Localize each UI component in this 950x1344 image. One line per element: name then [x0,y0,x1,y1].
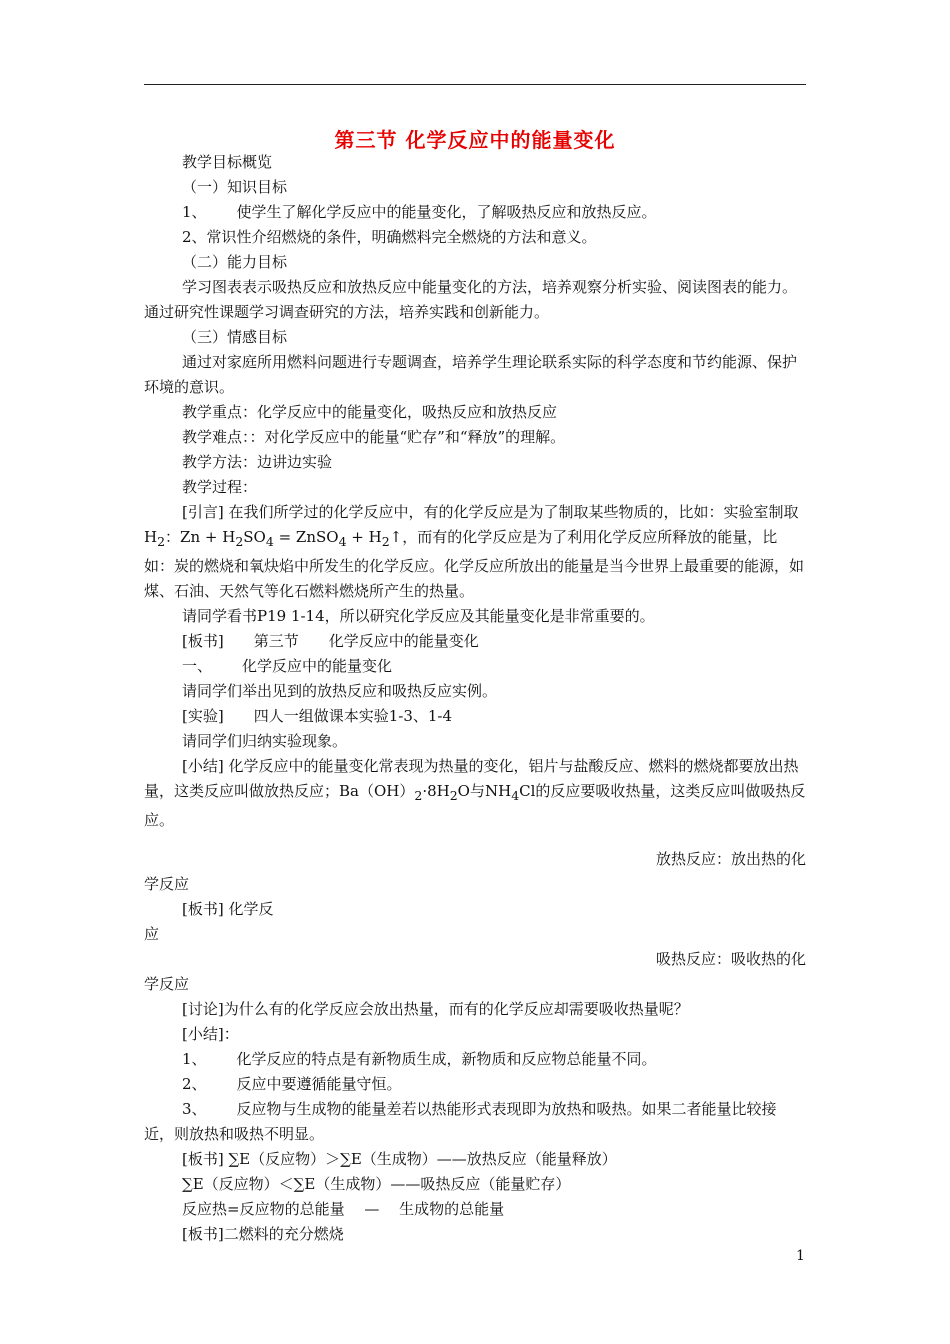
text-line: 反应热=反应物的总能量 — 生成物的总能量 [182,1200,505,1218]
text-line: 教学方法：边讲边实验 [182,453,333,471]
text-line: 请同学们举出见到的放热反应和吸热反应实例。 [182,682,498,700]
header-rule [144,84,806,85]
document-body [144,150,806,1247]
text-line: 教学重点：化学反应中的能量变化，吸热反应和放热反应 [182,403,558,421]
text-line: [板书]二燃料的充分燃烧 [182,1225,344,1243]
text-line: 2、常识性介绍燃烧的条件，明确燃料完全燃烧的方法和意义。 [182,228,597,246]
text-line: ∑E（反应物）＜∑E（生成物）——吸热反应（能量贮存） [182,1175,571,1193]
text-line: [板书] 化学反 [182,900,274,918]
page-title: 第三节 化学反应中的能量变化 [334,128,616,152]
text-line: 学反应 [144,975,190,993]
text-line: （一）知识目标 [182,178,288,196]
text-line: [实验] 四人一组做课本实验1-3、1-4 [182,707,453,725]
text-line: （二）能力目标 [182,253,288,271]
text-line: 一、 化学反应中的能量变化 [182,657,393,675]
text-line: 学反应 [144,875,190,893]
text-line: [讨论]为什么有的化学反应会放出热量，而有的化学反应却需要吸收热量呢？ [182,1000,689,1018]
text-line: 应 [144,925,160,943]
paragraph: [引言] 在我们所学过的化学反应中，有的化学反应是为了制取某些物质的，比如：实验室制取$H_2$：$Zn + H_2SO_4$ = ZnSO$_4$ + $H_2↑$，而有的化学反应是为了利用化学反应所释放的能量，比如：炭的燃烧和氧炔焰中所发生的化学反应。化学反应所放出的能量是当今世界上最重要的能源，如煤、石油、天然气等化石燃料燃烧所产生的热量。 [144,503,805,600]
paragraph: 通过对家庭所用燃料问题进行专题调查，培养学生理论联系实际的科学态度和节约能源、保护环境的意识。 [144,353,798,396]
numbered-item: 3、 反应物与生成物的能量差若以热能形式表现即为放热和吸热。如果二者能量比较接近，则放热和吸热不明显。 [144,1100,777,1143]
text-line: 教学目标概览 [182,153,273,171]
text-line: 吸热反应：吸收热的化 [655,950,806,968]
paragraph: [小结] 化学反应中的能量变化常表现为热量的变化，铝片与盐酸反应、燃料的燃烧都要放出热量，这类反应叫做放热反应；$Ba(OH)_2\cdot 8H_2O$与$NH_4Cl$的反应要吸收热量，这类反应叫做吸热反应。 [144,757,806,829]
text-line: 请同学看书P19 1-14，所以研究化学反应及其能量变化是非常重要的。 [182,607,655,625]
page-number: 1 [796,1248,805,1264]
paragraph: 学习图表表示吸热反应和放热反应中能量变化的方法，培养观察分析实验、阅读图表的能力。通过研究性课题学习调查研究的方法，培养实践和创新能力。 [144,278,798,321]
numbered-item: 2、 反应中要遵循能量守恒。 [182,1075,402,1093]
text-line: [板书] ∑E（反应物）＞∑E（生成物）——放热反应（能量释放） [182,1150,617,1168]
text-line: [板书] 第三节 化学反应中的能量变化 [182,632,479,650]
text-line: （三）情感目标 [182,328,288,346]
text-line: 放热反应：放出热的化 [655,850,806,868]
text-line: [小结]： [182,1025,239,1043]
text-line: 教学难点：：对化学反应中的能量“贮存”和“释放”的理解。 [182,428,566,446]
text-line: 请同学们归纳实验现象。 [182,732,348,750]
numbered-item: 1、 使学生了解化学反应中的能量变化，了解吸热反应和放热反应。 [182,203,657,221]
numbered-item: 1、 化学反应的特点是有新物质生成，新物质和反应物总能量不同。 [182,1050,657,1068]
text-line: 教学过程： [182,478,258,496]
